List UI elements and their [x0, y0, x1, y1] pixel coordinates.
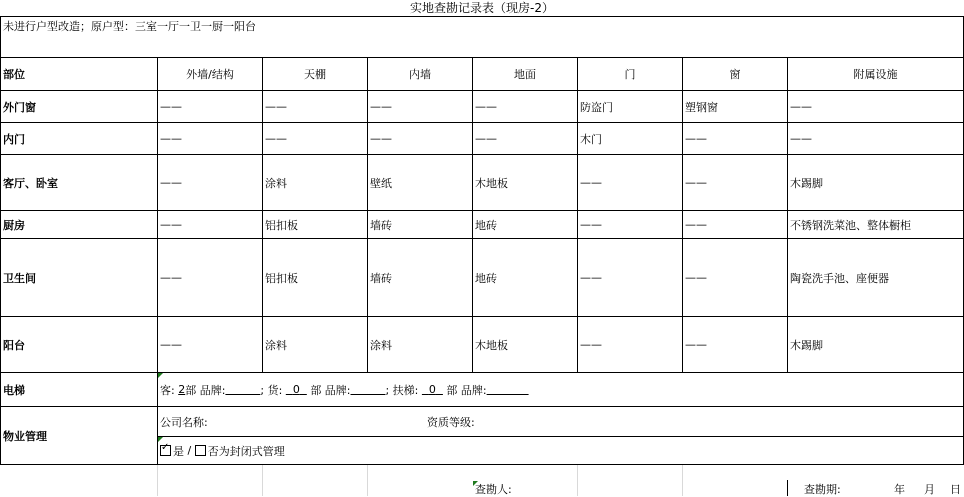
closed-management-options [160, 437, 285, 464]
border-line [787, 57, 788, 373]
yes-label: 是 [173, 444, 184, 458]
border-line [367, 57, 368, 373]
header-part: 部位 [3, 68, 25, 81]
table-cell[interactable]: —— [370, 132, 392, 145]
table-cell[interactable]: 地砖 [475, 271, 497, 285]
passenger-brand-label: 部 品牌: [185, 383, 226, 397]
table-cell[interactable]: 防盗门 [580, 100, 613, 114]
table-cell[interactable]: 不锈钢洗菜池、整体橱柜 [790, 218, 911, 232]
table-cell[interactable]: 墙砖 [370, 218, 392, 232]
header-door: 门 [624, 68, 636, 81]
surveyor-label: 查勘人: [475, 482, 512, 496]
escalator-label: ; 扶梯: [385, 383, 419, 397]
table-cell[interactable]: 涂料 [370, 338, 392, 352]
cargo-brand-label: 部 品牌: [310, 383, 351, 397]
gridline [367, 465, 368, 496]
cargo-label: ; 货: [260, 383, 283, 397]
option-separator: / [187, 444, 192, 457]
table-cell[interactable]: —— [370, 100, 392, 113]
header-floor: 地面 [514, 68, 536, 81]
table-cell[interactable]: —— [160, 176, 182, 189]
border-line [472, 57, 473, 373]
day-label: 日 [950, 482, 961, 496]
elevator-info [160, 373, 529, 406]
gridline [157, 465, 158, 496]
header-facilities: 附属设施 [853, 68, 898, 81]
year-label: 年 [894, 482, 905, 496]
table-cell[interactable]: 陶瓷洗手池、座便器 [790, 271, 889, 285]
row-part-label: 外门窗 [3, 100, 36, 114]
gridline [682, 465, 683, 496]
table-cell[interactable]: —— [685, 218, 707, 231]
table-cell[interactable]: —— [475, 100, 497, 113]
row-part-label: 厨房 [3, 218, 25, 232]
cargo-brand-blank[interactable] [351, 383, 386, 396]
table-cell[interactable]: —— [685, 132, 707, 145]
row-part-label: 阳台 [3, 338, 25, 352]
table-cell[interactable]: 壁纸 [370, 176, 392, 190]
table-cell[interactable]: 地砖 [475, 218, 497, 232]
row-part-label: 内门 [3, 132, 25, 146]
header-ceiling: 天棚 [304, 68, 326, 81]
company-name-label: 公司名称: [160, 415, 208, 429]
passenger-label: 客: [160, 383, 175, 397]
qualification-label: 资质等级: [427, 415, 475, 429]
table-cell[interactable]: 铝扣板 [265, 271, 298, 285]
row-part-label: 客厅、卧室 [3, 176, 58, 190]
passenger-count[interactable]: 2 [178, 383, 186, 396]
border-line [262, 57, 263, 373]
border-line [577, 57, 578, 373]
gridline [262, 465, 263, 496]
cargo-count[interactable]: 0 [292, 383, 300, 396]
table-cell[interactable]: —— [160, 338, 182, 351]
header-interior-wall: 内墙 [409, 68, 431, 81]
escalator-brand-blank[interactable] [487, 383, 529, 396]
gridline [577, 465, 578, 496]
table-cell[interactable]: —— [685, 338, 707, 351]
row-part-label: 卫生间 [3, 271, 36, 285]
table-cell[interactable]: 木门 [580, 132, 602, 146]
table-cell[interactable]: —— [265, 100, 287, 113]
table-cell[interactable]: 塑钢窗 [685, 100, 718, 114]
table-cell[interactable]: 木地板 [475, 338, 508, 352]
no-label: 否为封闭式管理 [207, 444, 285, 458]
table-cell[interactable]: —— [685, 176, 707, 189]
border-line [157, 57, 158, 465]
table-cell[interactable]: —— [160, 218, 182, 231]
month-label: 月 [924, 482, 935, 496]
table-cell[interactable]: —— [160, 271, 182, 284]
table-cell[interactable]: —— [790, 132, 812, 145]
table-cell[interactable]: —— [160, 100, 182, 113]
border-line [0, 406, 964, 407]
table-cell[interactable]: —— [160, 132, 182, 145]
table-cell[interactable]: 木踢脚 [790, 338, 823, 352]
table-cell[interactable]: —— [685, 271, 707, 284]
no-checkbox[interactable] [195, 445, 206, 456]
table-cell[interactable]: 墙砖 [370, 271, 392, 285]
header-exterior-wall: 外墙/结构 [186, 68, 234, 81]
table-cell[interactable]: 涂料 [265, 176, 287, 190]
property-label: 物业管理 [3, 429, 47, 443]
table-cell[interactable]: —— [790, 100, 812, 113]
escalator-brand-label: 部 品牌: [446, 383, 487, 397]
yes-checkbox[interactable] [160, 445, 171, 456]
table-cell[interactable]: 木踢脚 [790, 176, 823, 190]
table-cell[interactable]: —— [580, 218, 602, 231]
table-cell[interactable]: —— [265, 132, 287, 145]
table-cell[interactable]: —— [580, 338, 602, 351]
layout-note: 未进行户型改造；原户型：三室一厅一卫一厨一阳台 [3, 20, 256, 33]
page-title: 实地查勘记录表（现房-2） [410, 1, 554, 15]
border-line [682, 57, 683, 373]
table-cell[interactable]: 木地板 [475, 176, 508, 190]
table-cell[interactable]: —— [580, 271, 602, 284]
survey-date-label: 查勘期: [804, 482, 841, 496]
elevator-label: 电梯 [3, 383, 25, 397]
table-cell[interactable]: 涂料 [265, 338, 287, 352]
border-line [787, 480, 788, 496]
table-cell[interactable]: —— [580, 176, 602, 189]
escalator-count[interactable]: 0 [428, 383, 436, 396]
passenger-brand-blank[interactable] [225, 383, 260, 396]
table-cell[interactable]: —— [475, 132, 497, 145]
border-line [0, 464, 964, 465]
table-cell[interactable]: 铝扣板 [265, 218, 298, 232]
border-line [0, 16, 1, 465]
header-window: 窗 [729, 68, 741, 81]
